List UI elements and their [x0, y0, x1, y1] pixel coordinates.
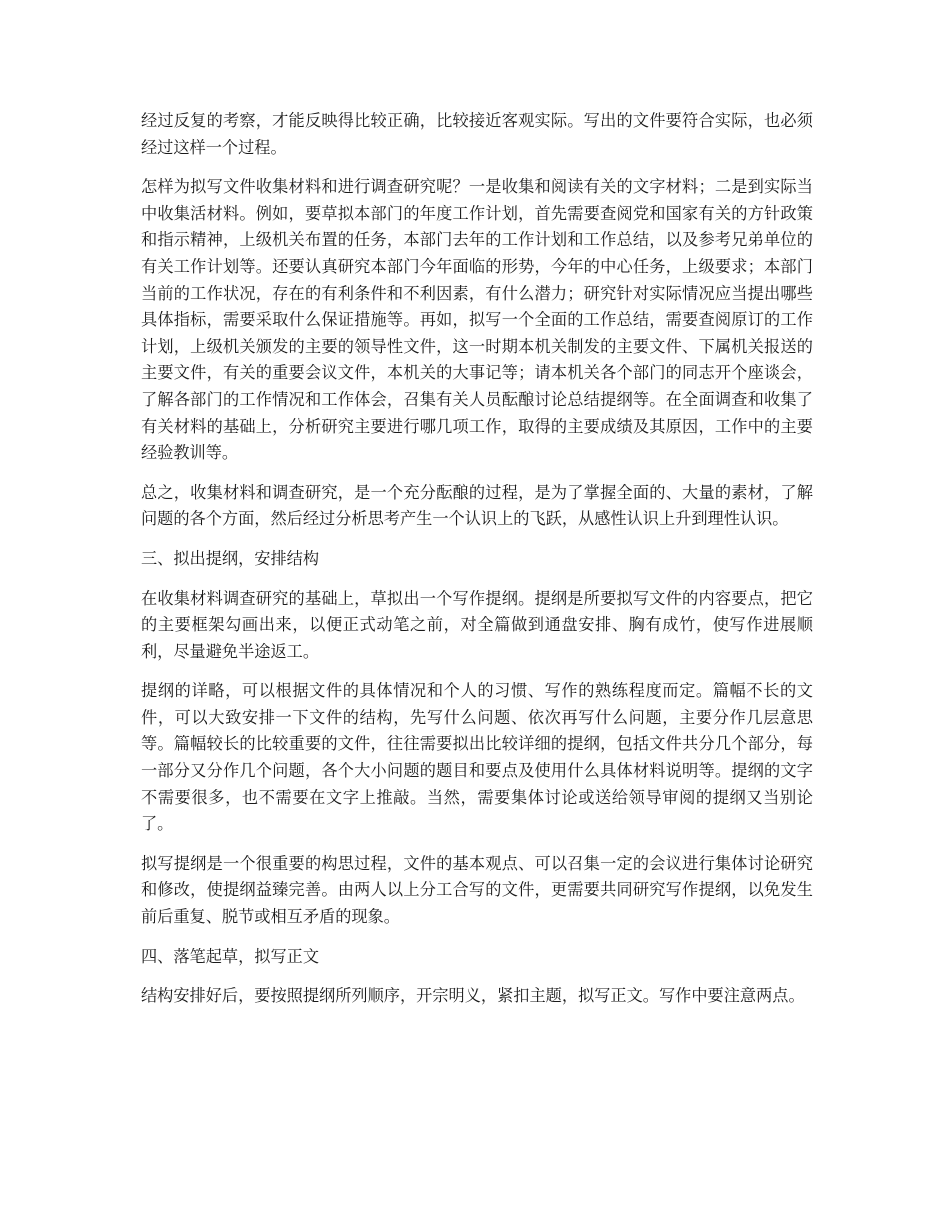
paragraph-outline-detail: 提纲的详略，可以根据文件的具体情况和个人的习惯、写作的熟练程度而定。篇幅不长的文件，可以大致安排一下文件的结构，先写什么问题、依次再写什么问题，主要分作几层意思等。篇幅较长的比较重要的文件，往往需要拟出比较详细的提纲，包括文件共分几个部分，每一部分又分作几个问题，各个大小问题的题目和要点及使用什么具体材料说明等。提纲的文字不需要很多，也不需要在文字上推敲。当然，需要集体讨论或送给领导审阅的提纲又当别论了。 — [141, 681, 813, 834]
paragraph-outline-importance: 拟写提纲是一个很重要的构思过程，文件的基本观点、可以召集一定的会议进行集体讨论研究和修改，使提纲益臻完善。由两人以上分工合写的文件，更需要共同研究写作提纲，以免发生前后重复、脱节或相互矛盾的现象。 — [141, 853, 813, 927]
paragraph-outline-intro: 在收集材料调查研究的基础上，草拟出一个写作提纲。提纲是所要拟写文件的内容要点，把它的主要框架勾画出来，以便正式动笔之前，对全篇做到通盘安排、胸有成竹，使写作进展顺利，尽量避免半途返工。 — [141, 588, 813, 661]
document-body — [141, 108, 813, 1023]
paragraph-collecting-materials: 怎样为拟写文件收集材料和进行调查研究呢？一是收集和阅读有关的文字材料；二是到实际当中收集活材料。例如，要草拟本部门的年度工作计划，首先需要查阅党和国家有关的方针政策和指示精神，上级机关布置的任务，本部门去年的工作计划和工作总结，以及参考兄弟单位的有关工作计划等。还要认真研究本部门今年面临的形势，今年的中心任务，上级要求；本部门当前的工作状况，存在的有利条件和不利因素，有什么潜力；研究针对实际情况应当提出哪些具体指标，需要采取什么保证措施等。再如，拟写一个全面的工作总结，需要查阅原订的工作计划，上级机关颁发的主要的领导性文件，这一时期本机关制发的主要文件、下属机关报送的主要文件，有关的重要会议文件，本机关的大事记等；请本机关各个部门的同志开个座谈会，了解各部门的工作情况和工作体会，召集有关人员酝酿讨论总结提纲等。在全面调查和收集了有关材料的基础上，分析研究主要进行哪几项工作，取得的主要成绩及其原因，工作中的主要经验教训等。 — [141, 177, 813, 463]
paragraph-summary: 总之，收集材料和调查研究，是一个充分酝酿的过程，是为了掌握全面的、大量的素材，了解问题的各个方面，然后经过分析思考产生一个认识上的飞跃，从感性认识上升到理性认识。 — [141, 482, 813, 529]
section-heading-drafting: 四、落笔起草，拟写正文 — [141, 946, 320, 966]
paragraph-drafting: 结构安排好后，要按照提纲所列顺序，开宗明义，紧扣主题，拟写正文。写作中要注意两点。 — [141, 986, 805, 1006]
paragraph-observation: 经过反复的考察，才能反映得比较正确，比较接近客观实际。写出的文件要符合实际，也必须经过这样一个过程。 — [141, 111, 813, 157]
section-heading-outline: 三、拟出提纲，安排结构 — [141, 548, 320, 568]
